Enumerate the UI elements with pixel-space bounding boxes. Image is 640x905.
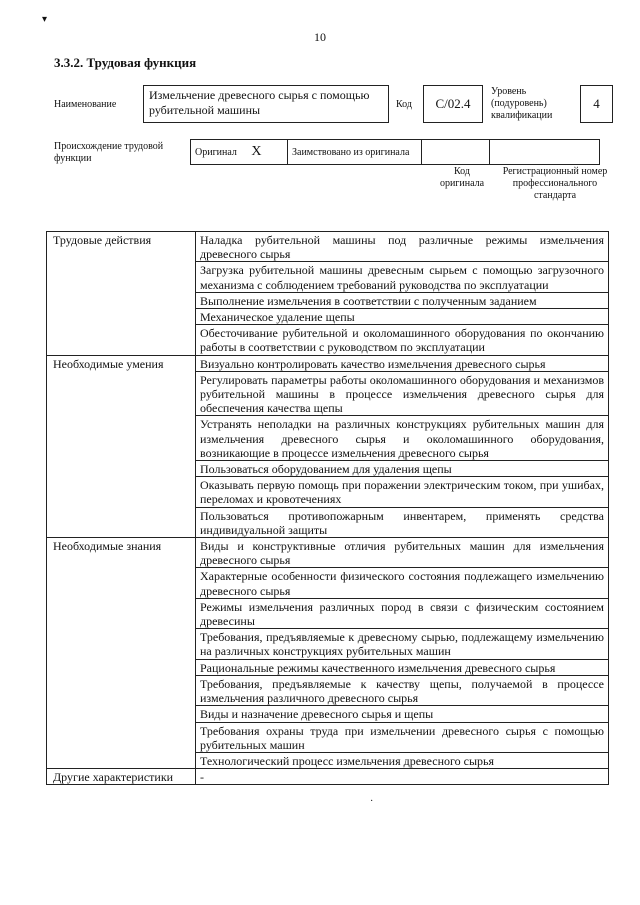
table-row	[47, 355, 609, 371]
table-cell: Рациональные режимы качественного измельчения древесного сырья	[196, 659, 609, 675]
original-mark: X	[251, 144, 262, 159]
table-cell: Пользоваться оборудованием для удаления щепы	[196, 461, 609, 477]
table-cell: Требования, предъявляемые к качеству щепы, получаемой в процессе измельчения различного древесного сырья	[196, 675, 609, 705]
function-table	[46, 231, 609, 785]
table-cell: Характерные особенности физического состояния подлежащего измельчению древесного сырья	[196, 568, 609, 598]
level-value-box: 4	[580, 85, 613, 123]
origin-table	[190, 139, 600, 165]
table-cell: -	[196, 769, 609, 785]
origin-borrowed-cell: Заимствовано из оригинала	[288, 140, 422, 165]
page-number: 10	[314, 30, 326, 44]
table-cell: Оказывать первую помощь при поражении электрическим током, при ушибах, переломах и кровотечениях	[196, 477, 609, 507]
section-heading: 3.3.2. Трудовая функция	[54, 55, 197, 70]
level-label: Уровень (подуровень) квалификации	[491, 86, 553, 121]
table-cell: Выполнение измельчения в соответствии с полученным заданием	[196, 292, 609, 308]
table-cell: Устранять неполадки на различных конструкциях рубительных машин для измельчения древесного сырья и околомашинного оборудования, возникающие в процессе измельчения древесного сырья	[196, 416, 609, 461]
table-cell: Виды и конструктивные отличия рубительных машин для измельчения древесного сырья	[196, 538, 609, 568]
table-cell: Обесточивание рубительной и околомашинного оборудования по окончанию работы в соответствии с руководством по эксплуатации	[196, 325, 609, 355]
reg-number-label: Регистрационный номер профессионального стандарта	[502, 166, 608, 201]
table-cell: Виды и назначение древесного сырья и щепы	[196, 706, 609, 722]
category-cell: Другие характеристики	[47, 769, 196, 785]
category-cell: Трудовые действия	[47, 232, 196, 356]
name-label: Наименование	[54, 99, 117, 110]
table-cell: Режимы измельчения различных пород в связи с физическим состоянием древесины	[196, 598, 609, 628]
table-row	[47, 538, 609, 568]
table-cell: Требования, предъявляемые к древесному сырью, подлежащему измельчению на различных конструкциях рубительных машин	[196, 629, 609, 659]
code-value-box: С/02.4	[423, 85, 483, 123]
section-actions	[47, 232, 609, 356]
table-cell: Наладка рубительной машины под различные режимы измельчения древесного сырья	[196, 232, 609, 262]
scan-speck: ·	[370, 796, 374, 807]
name-value-box: Измельчение древесного сырья с помощью рубительной машины	[143, 85, 389, 123]
section-other	[47, 769, 609, 785]
table-row	[47, 232, 609, 262]
section-skills	[47, 355, 609, 537]
original-label: Оригинал	[195, 147, 237, 158]
scan-speck: ▾	[42, 14, 48, 25]
table-cell: Механическое удаление щепы	[196, 309, 609, 325]
table-cell: Пользоваться противопожарным инвентарем, применять средства индивидуальной защиты	[196, 507, 609, 537]
table-cell: Загрузка рубительной машины древесным сырьем с помощью загрузочного механизма с соблюдением требований руководства по эксплуатации	[196, 262, 609, 292]
category-cell: Необходимые знания	[47, 538, 196, 769]
table-cell: Технологический процесс измельчения древесного сырья	[196, 752, 609, 768]
origin-label: Происхождение трудовой функции	[54, 141, 164, 164]
reg-number-cell	[490, 140, 600, 165]
table-cell: Визуально контролировать качество измельчения древесного сырья	[196, 355, 609, 371]
table-row	[47, 769, 609, 785]
table-cell: Регулировать параметры работы околомашинного оборудования и механизмов рубительной машины в процессе измельчения древесного сырья для обеспечения качества щепы	[196, 371, 609, 416]
code-original-cell	[422, 140, 490, 165]
section-knowledge	[47, 538, 609, 769]
category-cell: Необходимые умения	[47, 355, 196, 537]
code-label: Код	[396, 99, 412, 110]
origin-original-cell	[191, 140, 288, 165]
code-original-label: Код оригинала	[439, 166, 485, 189]
table-cell: Требования охраны труда при измельчении древесного сырья с помощью рубительных машин	[196, 722, 609, 752]
